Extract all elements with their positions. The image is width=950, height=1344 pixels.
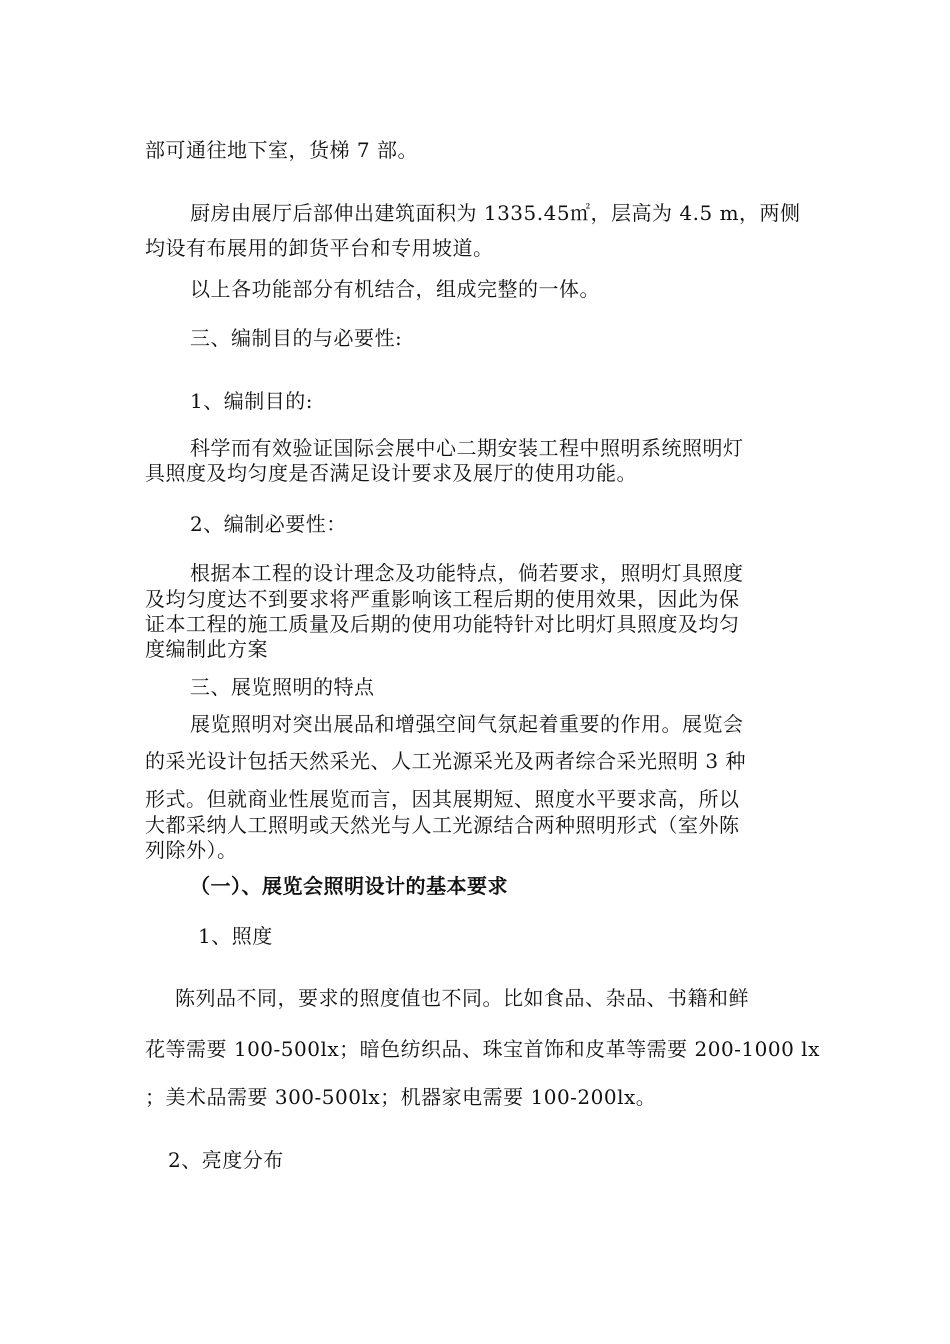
- section-heading: 三、展览照明的特点: [190, 675, 375, 699]
- paragraph-line: ；美术品需要 300-500lx；机器家电需要 100-200lx。: [145, 1085, 657, 1109]
- paragraph-line: 以上各功能部分有机结合，组成完整的一体。: [190, 277, 600, 301]
- bold-heading: （一）、展览会照明设计的基本要求: [190, 874, 508, 898]
- subsection-heading: 1、编制目的:: [190, 389, 313, 413]
- section-heading: 三、编制目的与必要性:: [190, 326, 403, 350]
- paragraph-line: 具照度及均匀度是否满足设计要求及展厅的使用功能。: [145, 461, 637, 485]
- paragraph-line: 均设有布展用的卸货平台和专用坡道。: [145, 236, 494, 260]
- paragraph-line: 度编制此方案: [145, 637, 268, 661]
- paragraph-line: 形式。但就商业性展览而言，因其展期短、照度水平要求高，所以: [145, 787, 740, 811]
- paragraph-line: 的采光设计包括天然采光、人工光源采光及两者综合采光照明 3 种: [145, 749, 746, 773]
- subsection-heading: 1、照度: [198, 924, 273, 948]
- paragraph-line: 陈列品不同，要求的照度值也不同。比如食品、杂品、书籍和鲜: [175, 986, 749, 1010]
- paragraph-line: 展览照明对突出展品和增强空间气氛起着重要的作用。展览会: [190, 712, 744, 736]
- paragraph-line: 大都采纳人工照明或天然光与人工光源结合两种照明形式（室外陈: [145, 813, 740, 837]
- paragraph-line: 科学而有效验证国际会展中心二期安装工程中照明系统照明灯: [190, 436, 744, 460]
- paragraph-line: 部可通往地下室，货梯 7 部。: [145, 138, 418, 162]
- paragraph-line: 及均匀度达不到要求将严重影响该工程后期的使用效果，因此为保: [145, 587, 740, 611]
- paragraph-line: 厨房由展厅后部伸出建筑面积为 1335.45㎡，层高为 4.5 m，两侧: [190, 201, 801, 225]
- subsection-heading: 2、编制必要性：: [190, 512, 347, 536]
- paragraph-line: 证本工程的施工质量及后期的使用功能特针对比明灯具照度及均匀: [145, 612, 740, 636]
- paragraph-line: 花等需要 100-500lx；暗色纺织品、珠宝首饰和皮革等需要 200-1000 lx: [145, 1037, 820, 1061]
- paragraph-line: 根据本工程的设计理念及功能特点，倘若要求，照明灯具照度: [190, 561, 744, 585]
- subsection-heading: 2、亮度分布: [168, 1148, 284, 1172]
- paragraph-line: 列除外）。: [145, 838, 238, 862]
